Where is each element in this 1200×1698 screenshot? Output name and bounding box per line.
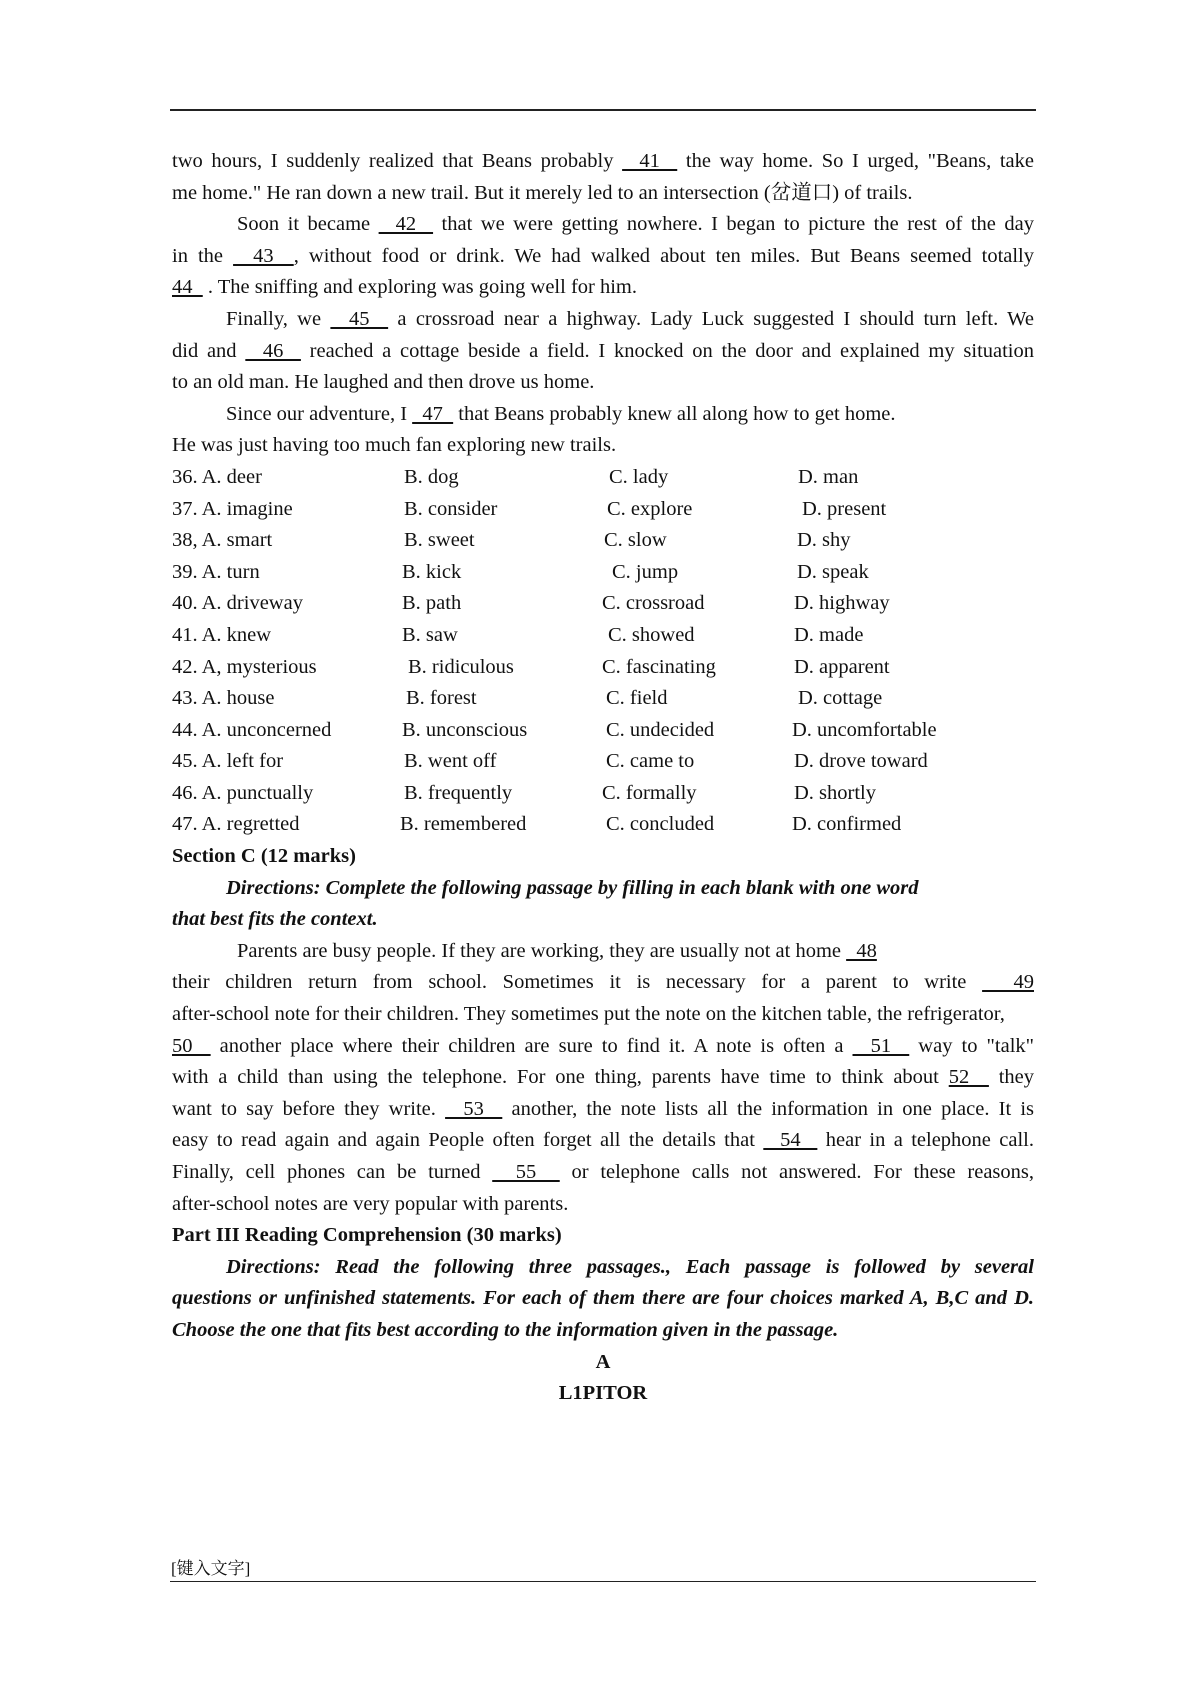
blank-50: 50 [172, 1034, 211, 1057]
passage-line: with a child than using the telephone. For one thing, parents have time to think about 52 they [172, 1066, 1034, 1089]
option-row: 38, A. smart B. sweet C. slow D. shy [172, 529, 851, 552]
part-iii-directions: questions or unfinished statements. For each of them there are four choices marked A, B,C and D. [172, 1287, 1034, 1310]
part-iii-directions: Choose the one that fits best according to the information given in the passage. [172, 1318, 839, 1341]
blank-44: 44 [172, 276, 203, 299]
option-row: 43. A. house B. forest C. field D. cottage [172, 687, 883, 710]
option-row: 45. A. left for B. went off C. came to D. drove toward [172, 750, 928, 773]
options-list [172, 462, 1034, 841]
blank-51: 51 [852, 1034, 910, 1057]
blank-41: 41 [622, 150, 678, 172]
passage-line: Soon it became 42 that we were getting nowhere. I began to picture the rest of the day [237, 213, 1034, 236]
blank-42: 42 [378, 213, 434, 236]
passage-line: Parents are busy people. If they are working, they are usually not at home 48 [237, 939, 877, 962]
blank-45: 45 [330, 307, 389, 330]
passage-line: to an old man. He laughed and then drove us home. [172, 371, 595, 394]
passage-line: easy to read again and again People often forget all the details that 54 hear in a telephone call. [172, 1129, 1034, 1152]
option-row: 37. A. imagine B. consider C. explore D. present [172, 497, 887, 520]
passage-line: Finally, cell phones can be turned 55 or telephone calls not answered. For these reasons, [172, 1161, 1034, 1183]
blank-48: 48 [846, 939, 877, 962]
option-row: 42. A, mysterious B. ridiculous C. fascinating D. apparent [172, 655, 890, 678]
option-row: 36. A. deer B. dog C. lady D. man [172, 465, 859, 488]
blank-43: 43 [233, 244, 294, 267]
passage-line: me home." He ran down a new trail. But it merely led to an intersection (岔道口) of trails. [172, 181, 913, 204]
option-row: 39. A. turn B. kick C. jump D. speak [172, 560, 869, 583]
blank-54: 54 [763, 1129, 818, 1152]
header-rule [170, 109, 1036, 111]
passage-title: L1PITOR [558, 1382, 648, 1405]
passage-line: in the 43 , without food or drink. We had walked about ten miles. But Beans seemed totally [172, 244, 1034, 267]
section-c-heading: Section C (12 marks) [172, 845, 356, 868]
passage-line: Since our adventure, I 47 that Beans probably knew all along how to get home. [226, 402, 896, 425]
blank-49: 49 [982, 971, 1034, 994]
blank-53: 53 [445, 1097, 503, 1120]
passage-line: He was just having too much fan exploring new trails. [172, 434, 617, 457]
passage-line: after-school note for their children. They sometimes put the note on the kitchen table, the refrigerator, [172, 1003, 1005, 1026]
option-row: 40. A. driveway B. path C. crossroad D. highway [172, 592, 890, 615]
passage-label: A [595, 1350, 611, 1373]
option-row: 47. A. regretted B. remembered C. concluded D. confirmed [172, 813, 902, 836]
blank-47: 47 [412, 402, 454, 425]
passage-line: their children return from school. Sometimes it is necessary for a parent to write 49 [172, 971, 1034, 994]
footer-placeholder: [键入文字] [171, 1559, 251, 1578]
passage-line: want to say before they write. 53 another, the note lists all the information in one place. It is [172, 1097, 1034, 1120]
option-row: 44. A. unconcerned B. unconscious C. undecided D. uncomfortable [172, 718, 937, 741]
section-c-directions: Directions: Complete the following passage by filling in each blank with one word [226, 876, 919, 899]
part-iii-heading: Part III Reading Comprehension (30 marks) [172, 1224, 562, 1247]
blank-52: 52 [948, 1066, 989, 1089]
option-row: 41. A. knew B. saw C. showed D. made [172, 623, 864, 646]
passage-line: did and 46 reached a cottage beside a field. I knocked on the door and explained my situation [172, 339, 1034, 362]
passage-line: 50 another place where their children are sure to find it. A note is often a 51 way to "talk" [172, 1034, 1034, 1057]
footer-rule [170, 1581, 1036, 1582]
blank-46: 46 [245, 339, 301, 362]
passage-line: 44 . The sniffing and exploring was going well for him. [172, 276, 637, 299]
part-iii-directions: Directions: Read the following three passages., Each passage is followed by several [226, 1255, 1034, 1278]
passage-line: Finally, we 45 a crossroad near a highway. Lady Luck suggested I should turn left. We [226, 307, 1034, 330]
passage-line: after-school notes are very popular with parents. [172, 1192, 569, 1215]
page-content [172, 146, 1034, 1410]
passage-line: two hours, I suddenly realized that Beans probably 41 the way home. So I urged, "Beans, take [172, 150, 1034, 172]
option-row: 46. A. punctually B. frequently C. formally D. shortly [172, 781, 876, 804]
blank-55: 55 [492, 1161, 560, 1183]
section-c-directions: that best fits the context. [172, 908, 378, 931]
